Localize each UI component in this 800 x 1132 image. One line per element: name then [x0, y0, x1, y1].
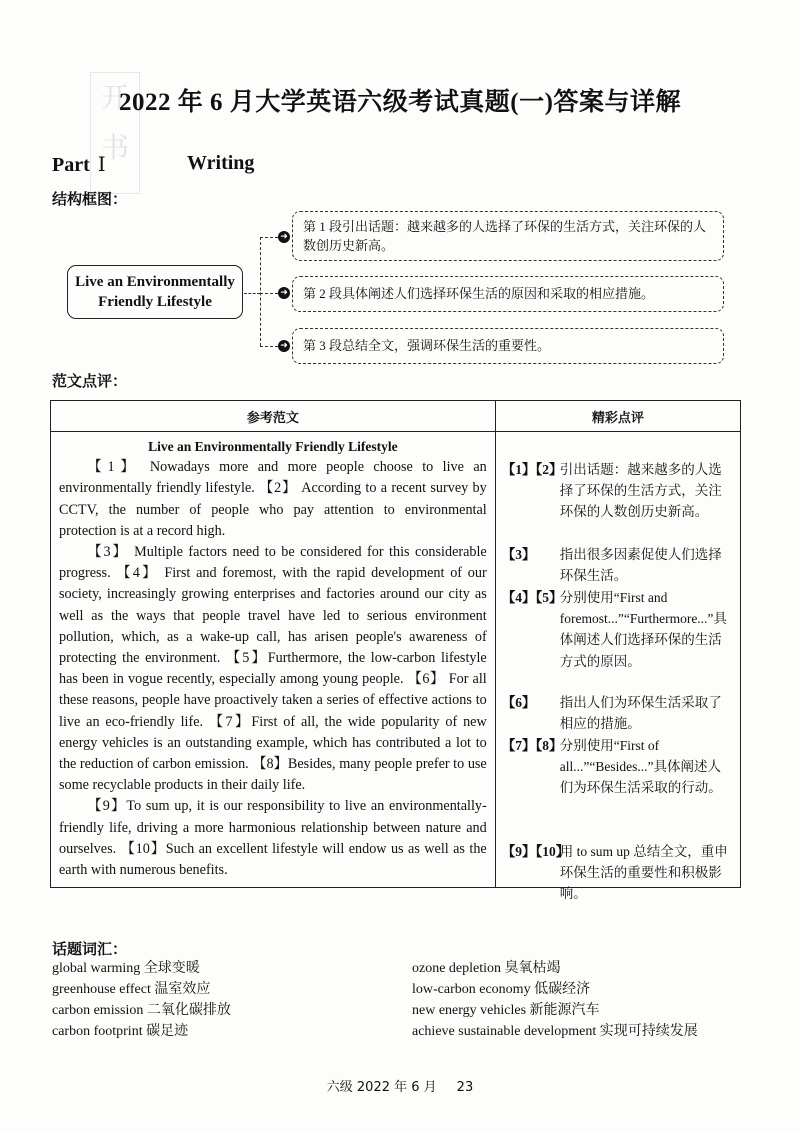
comment-tag: 【6】 [501, 695, 536, 710]
connector-line [260, 237, 278, 238]
review-heading: 范文点评： [52, 372, 128, 390]
topic-box [67, 265, 243, 319]
vocabulary-item: low-carbon economy 低碳经济 [412, 982, 591, 997]
vocabulary-item: achieve sustainable development 实现可持续发展 [412, 1024, 698, 1039]
comment-tag: 【7】【8】 [501, 738, 563, 753]
comment-item [502, 841, 734, 905]
comment-text: 指出人们为环保生活采取了相应的措施。 [559, 695, 722, 732]
connector-line [260, 293, 278, 294]
arrow-right-icon: ➜ [278, 231, 290, 243]
comment-text: 用 to sum up 总结全文，重申环保生活的重要性和积极影响。 [559, 844, 728, 902]
part-label: Part [52, 154, 90, 176]
connector-line [260, 346, 278, 347]
vocabulary-item: greenhouse effect 温室效应 [52, 982, 211, 997]
essay-paragraph: 【1】 Nowadays more and more people choose to live an environmentally friendly lifestyle. 【2】 According to a recent survey by CCTV, the number of people who pay attention to environmental protection is at a record high. [59, 459, 487, 539]
comment-tag: 【3】 [501, 547, 536, 562]
part-numeral: Ⅰ [97, 154, 106, 176]
column-header-comments: 精彩点评 [495, 401, 740, 432]
structure-diagram-heading: 结构框图： [52, 190, 128, 208]
paragraph-point-2: 第 2 段具体阐述人们选择环保生活的原因和采取的相应措施。 [292, 276, 724, 312]
comment-item [502, 735, 734, 799]
comment-item [502, 459, 734, 523]
comment-text: 分别使用“First of all...”“Besides...”具体阐述人们为环保生活采取的行动。 [559, 738, 722, 796]
review-table [50, 400, 741, 902]
comment-tag: 【1】【2】 [501, 462, 563, 477]
comment-text: 分别使用“First and foremost...”“Furthermore...”具体阐述人们选择环保的生活方式的原因。 [559, 590, 727, 669]
comment-item [502, 587, 734, 672]
comment-item [502, 544, 734, 586]
part-heading [52, 152, 255, 177]
footer-label: 六级 2022 年 6 月 [326, 1080, 437, 1095]
topic-line: Live an Environmentally [75, 274, 235, 290]
vocabulary-item: carbon emission 二氧化碳排放 [52, 1003, 231, 1018]
page-title: 2022 年 6 月大学英语六级考试真题(一)答案与详解 [119, 89, 681, 116]
sample-essay-cell [51, 432, 496, 888]
column-header-sample-essay: 参考范文 [51, 401, 496, 432]
comment-tag: 【9】【10】 [501, 844, 570, 859]
vocabulary-heading: 话题词汇： [52, 940, 128, 958]
vocabulary-item: new energy vehicles 新能源汽车 [412, 1003, 600, 1018]
page-number: 23 [456, 1080, 474, 1095]
vocabulary-item: global warming 全球变暖 [52, 961, 200, 976]
comment-text: 指出很多因素促使人们选择环保生活。 [559, 547, 722, 584]
arrow-right-icon: ➜ [278, 287, 290, 299]
watermark-glyph: 开 [100, 81, 129, 114]
topic-line: Friendly Lifestyle [98, 294, 212, 310]
vocabulary-list-right [412, 958, 698, 1042]
comment-text: 引出话题：越来越多的人选择了环保的生活方式，关注环保的人数创历史新高。 [559, 462, 722, 520]
comments-cell [495, 432, 740, 902]
essay-paragraph: 【3】 Multiple factors need to be considered for this considerable progress. 【4】 First and foremost, with the rapid development of our society, increasingly growing enterprises and factories around our city as well as the ways that people travel have led to serious environment pollution, which, as a wake-up call, has arisen people's awareness of protecting the environment. 【5】Furthermore, the low-carbon lifestyle has been in vogue recently, especially among young people. 【6】 For all these reasons, people have proactively taken a series of effective actions to live an eco-friendly life. 【7】First of all, the wide popularity of new energy vehicles is an outstanding example, which has contributed a lot to the reduction of carbon emission. 【8】Besides, many people prefer to use some recyclable products in their daily life. [59, 544, 487, 794]
part-name: Writing [187, 152, 255, 174]
watermark-glyph: 书 [100, 131, 129, 164]
essay-title: Live an Environmentally Friendly Lifestyle [148, 439, 398, 454]
arrow-right-icon: ➜ [278, 340, 290, 352]
paragraph-point-1: 第 1 段引出话题：越来越多的人选择了环保的生活方式，关注环保的人数创历史新高。 [292, 211, 724, 261]
vocabulary-item: carbon footprint 碳足迹 [52, 1024, 189, 1039]
vocabulary-item: ozone depletion 臭氧枯竭 [412, 961, 561, 976]
comment-item [502, 692, 734, 734]
essay-paragraph: 【9】To sum up, it is our responsibility to live an environmentally-friendly life, driving a more harmonious relationship between nature and ourselves. 【10】Such an excellent lifestyle will endow us as well as the earth with numerous benefits. [59, 798, 487, 879]
page-footer [0, 1076, 800, 1095]
connector-line [244, 293, 260, 294]
comment-tag: 【4】【5】 [501, 590, 563, 605]
paragraph-point-3: 第 3 段总结全文，强调环保生活的重要性。 [292, 328, 724, 364]
vocabulary-list-left [52, 958, 231, 1042]
connector-line [260, 237, 261, 346]
